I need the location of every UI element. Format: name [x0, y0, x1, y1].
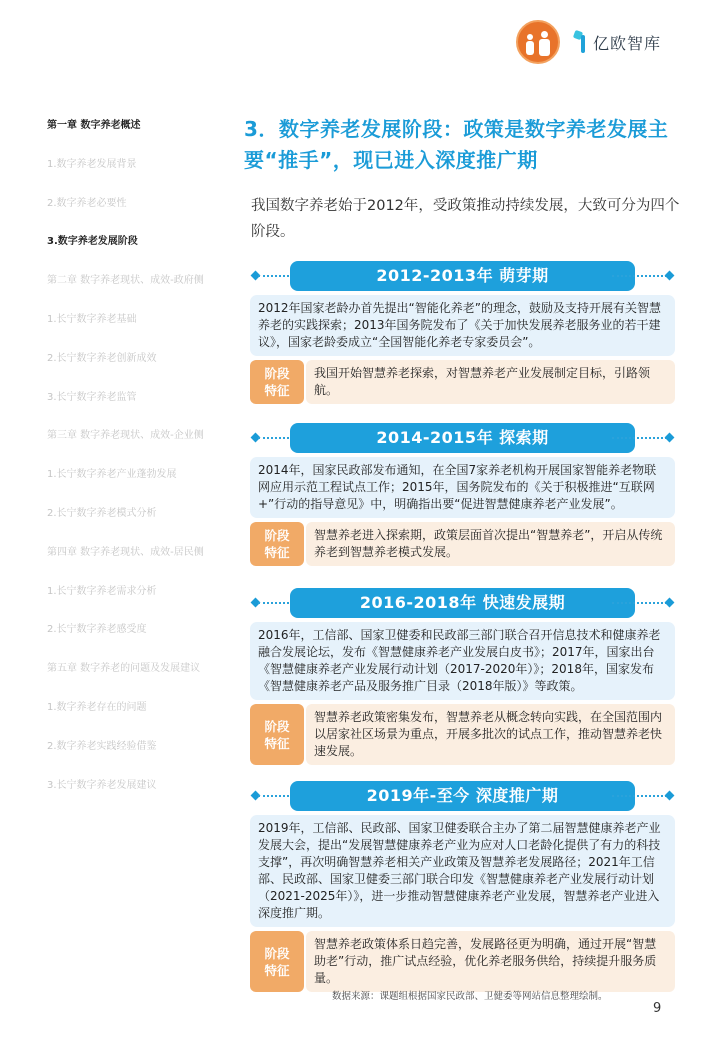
stage-feature	[250, 704, 675, 765]
stage-banner-row	[250, 423, 675, 453]
stage-banner-row	[250, 588, 675, 618]
toc-chapter-2[interactable]: 第二章 数字养老现状、成效-政府侧	[47, 275, 204, 287]
feature-text: 智慧养老政策体系日趋完善，发展路径更为明确，通过开展“智慧助老”行动，推广试点经验，优化养老服务供给，持续提升服务质量。	[306, 931, 675, 992]
page-title: 3．数字养老发展阶段：政策是数字养老发展主要“推手”，现已进入深度推广期	[244, 117, 669, 172]
toc-item-2-3[interactable]: 3.长宁数字养老监管	[47, 391, 137, 403]
stage-1	[250, 261, 675, 404]
toc-item-1-3-active[interactable]: 3.数字养老发展阶段	[47, 236, 138, 248]
feature-text: 我国开始智慧养老探索，对智慧养老产业发展制定目标，引路领航。	[306, 360, 675, 404]
brand-logo	[574, 31, 661, 54]
toc-item-5-1[interactable]: 1.数字养老存在的问题	[47, 701, 147, 713]
table-of-contents	[47, 118, 227, 816]
stage-description: 2012年国家老龄办首先提出“智能化养老”的理念，鼓励及支持开展有关智慧养老的实践探索；2013年国务院发布了《关于加快发展养老服务业的若干建议》，国家老龄委成立“全国智能化养老专家委员会”。	[250, 295, 675, 356]
toc-item-3-2[interactable]: 2.长宁数字养老模式分析	[47, 507, 157, 519]
toc-item-4-1[interactable]: 1.长宁数字养老需求分析	[47, 585, 157, 597]
stage-banner-row	[250, 781, 675, 811]
stage-feature	[250, 522, 675, 566]
iyiou-brand-icon	[574, 31, 590, 53]
toc-item-4-2[interactable]: 2.长宁数字养老感受度	[47, 624, 147, 636]
toc-chapter-5[interactable]: 第五章 数字养老的问题及发展建议	[47, 663, 201, 675]
stage-banner: 2019年-至今 深度推广期	[290, 781, 635, 811]
toc-item-1-1[interactable]: 1.数字养老发展背景	[47, 158, 137, 170]
stage-banner: 2012-2013年 萌芽期	[290, 261, 635, 291]
elderly-care-logo-icon	[516, 20, 560, 64]
toc-chapter-1[interactable]: 第一章 数字养老概述	[47, 120, 141, 131]
stage-feature	[250, 360, 675, 404]
toc-item-1-2[interactable]: 2.数字养老必要性	[47, 197, 127, 209]
header-logos	[516, 18, 661, 66]
diamond-icon	[665, 598, 675, 608]
stage-banner-row	[250, 261, 675, 291]
feature-label: 阶段 特征	[250, 704, 304, 765]
stage-description: 2019年，工信部、民政部、国家卫健委联合主办了第二届智慧健康养老产业发展大会，提出“发展智慧健康养老产业为应对人口老龄化提供了有力的科技支撑”，再次明确智慧养老相关产业政策及智慧养老发展路径；2021年工信部、民政部、国家卫健委三部门联合印发《智慧健康养老产业发展行动计划（2021-2025年）》，进一步推动智慧健康养老产业发展，智慧养老产业进入深度推广期。	[250, 815, 675, 927]
toc-item-5-2[interactable]: 2.数字养老实践经验借鉴	[47, 740, 157, 752]
stage-2	[250, 423, 675, 566]
toc-chapter-4[interactable]: 第四章 数字养老现状、成效-居民侧	[47, 546, 204, 558]
feature-label: 阶段 特征	[250, 931, 304, 992]
toc-chapter-3[interactable]: 第三章 数字养老现状、成效-企业侧	[47, 430, 204, 442]
stage-3	[250, 588, 675, 765]
stage-description: 2014年，国家民政部发布通知，在全国7家养老机构开展国家智能养老物联网应用示范工程试点工作；2015年，国务院发布的《关于积极推进“互联网+”行动的指导意见》中，明确指出要“促进智慧健康养老产业发展”。	[250, 457, 675, 518]
stage-description: 2016年，工信部、国家卫健委和民政部三部门联合召开信息技术和健康养老融合发展论坛，发布《智慧健康养老产业发展白皮书》；2017年，国家出台《智慧健康养老产业发展行动计划（2017-2020年）》；2018年，国家发布《智慧健康养老产品及服务推广目录（2018年版）》等政策。	[250, 622, 675, 700]
stage-4	[250, 781, 675, 992]
toc-item-2-2[interactable]: 2.长宁数字养老创新成效	[47, 352, 157, 364]
stage-banner: 2016-2018年 快速发展期	[290, 588, 635, 618]
page-number: 9	[653, 1001, 662, 1016]
toc-item-5-3[interactable]: 3.长宁数字养老发展建议	[47, 779, 157, 791]
diamond-icon	[665, 433, 675, 443]
diamond-icon	[665, 791, 675, 801]
brand-name: 亿欧智库	[593, 33, 662, 53]
data-source-note: 数据来源：课题组根据国家民政部、卫健委等网站信息整理绘制。	[332, 991, 608, 1002]
toc-item-3-1[interactable]: 1.长宁数字养老产业蓬勃发展	[47, 469, 177, 481]
feature-text: 智慧养老政策密集发布，智慧养老从概念转向实践，在全国范围内以居家社区场景为重点，开展多批次的试点工作，推动智慧养老快速发展。	[306, 704, 675, 765]
feature-label: 阶段 特征	[250, 360, 304, 404]
feature-text: 智慧养老进入探索期，政策层面首次提出“智慧养老”，开启从传统养老到智慧养老模式发展。	[306, 522, 675, 566]
intro-text: 我国数字养老始于2012年，受政策推动持续发展，大致可分为四个阶段。	[251, 198, 680, 240]
diamond-icon	[665, 271, 675, 281]
stage-feature	[250, 931, 675, 992]
toc-item-2-1[interactable]: 1.长宁数字养老基础	[47, 313, 137, 325]
stage-banner: 2014-2015年 探索期	[290, 423, 635, 453]
feature-label: 阶段 特征	[250, 522, 304, 566]
